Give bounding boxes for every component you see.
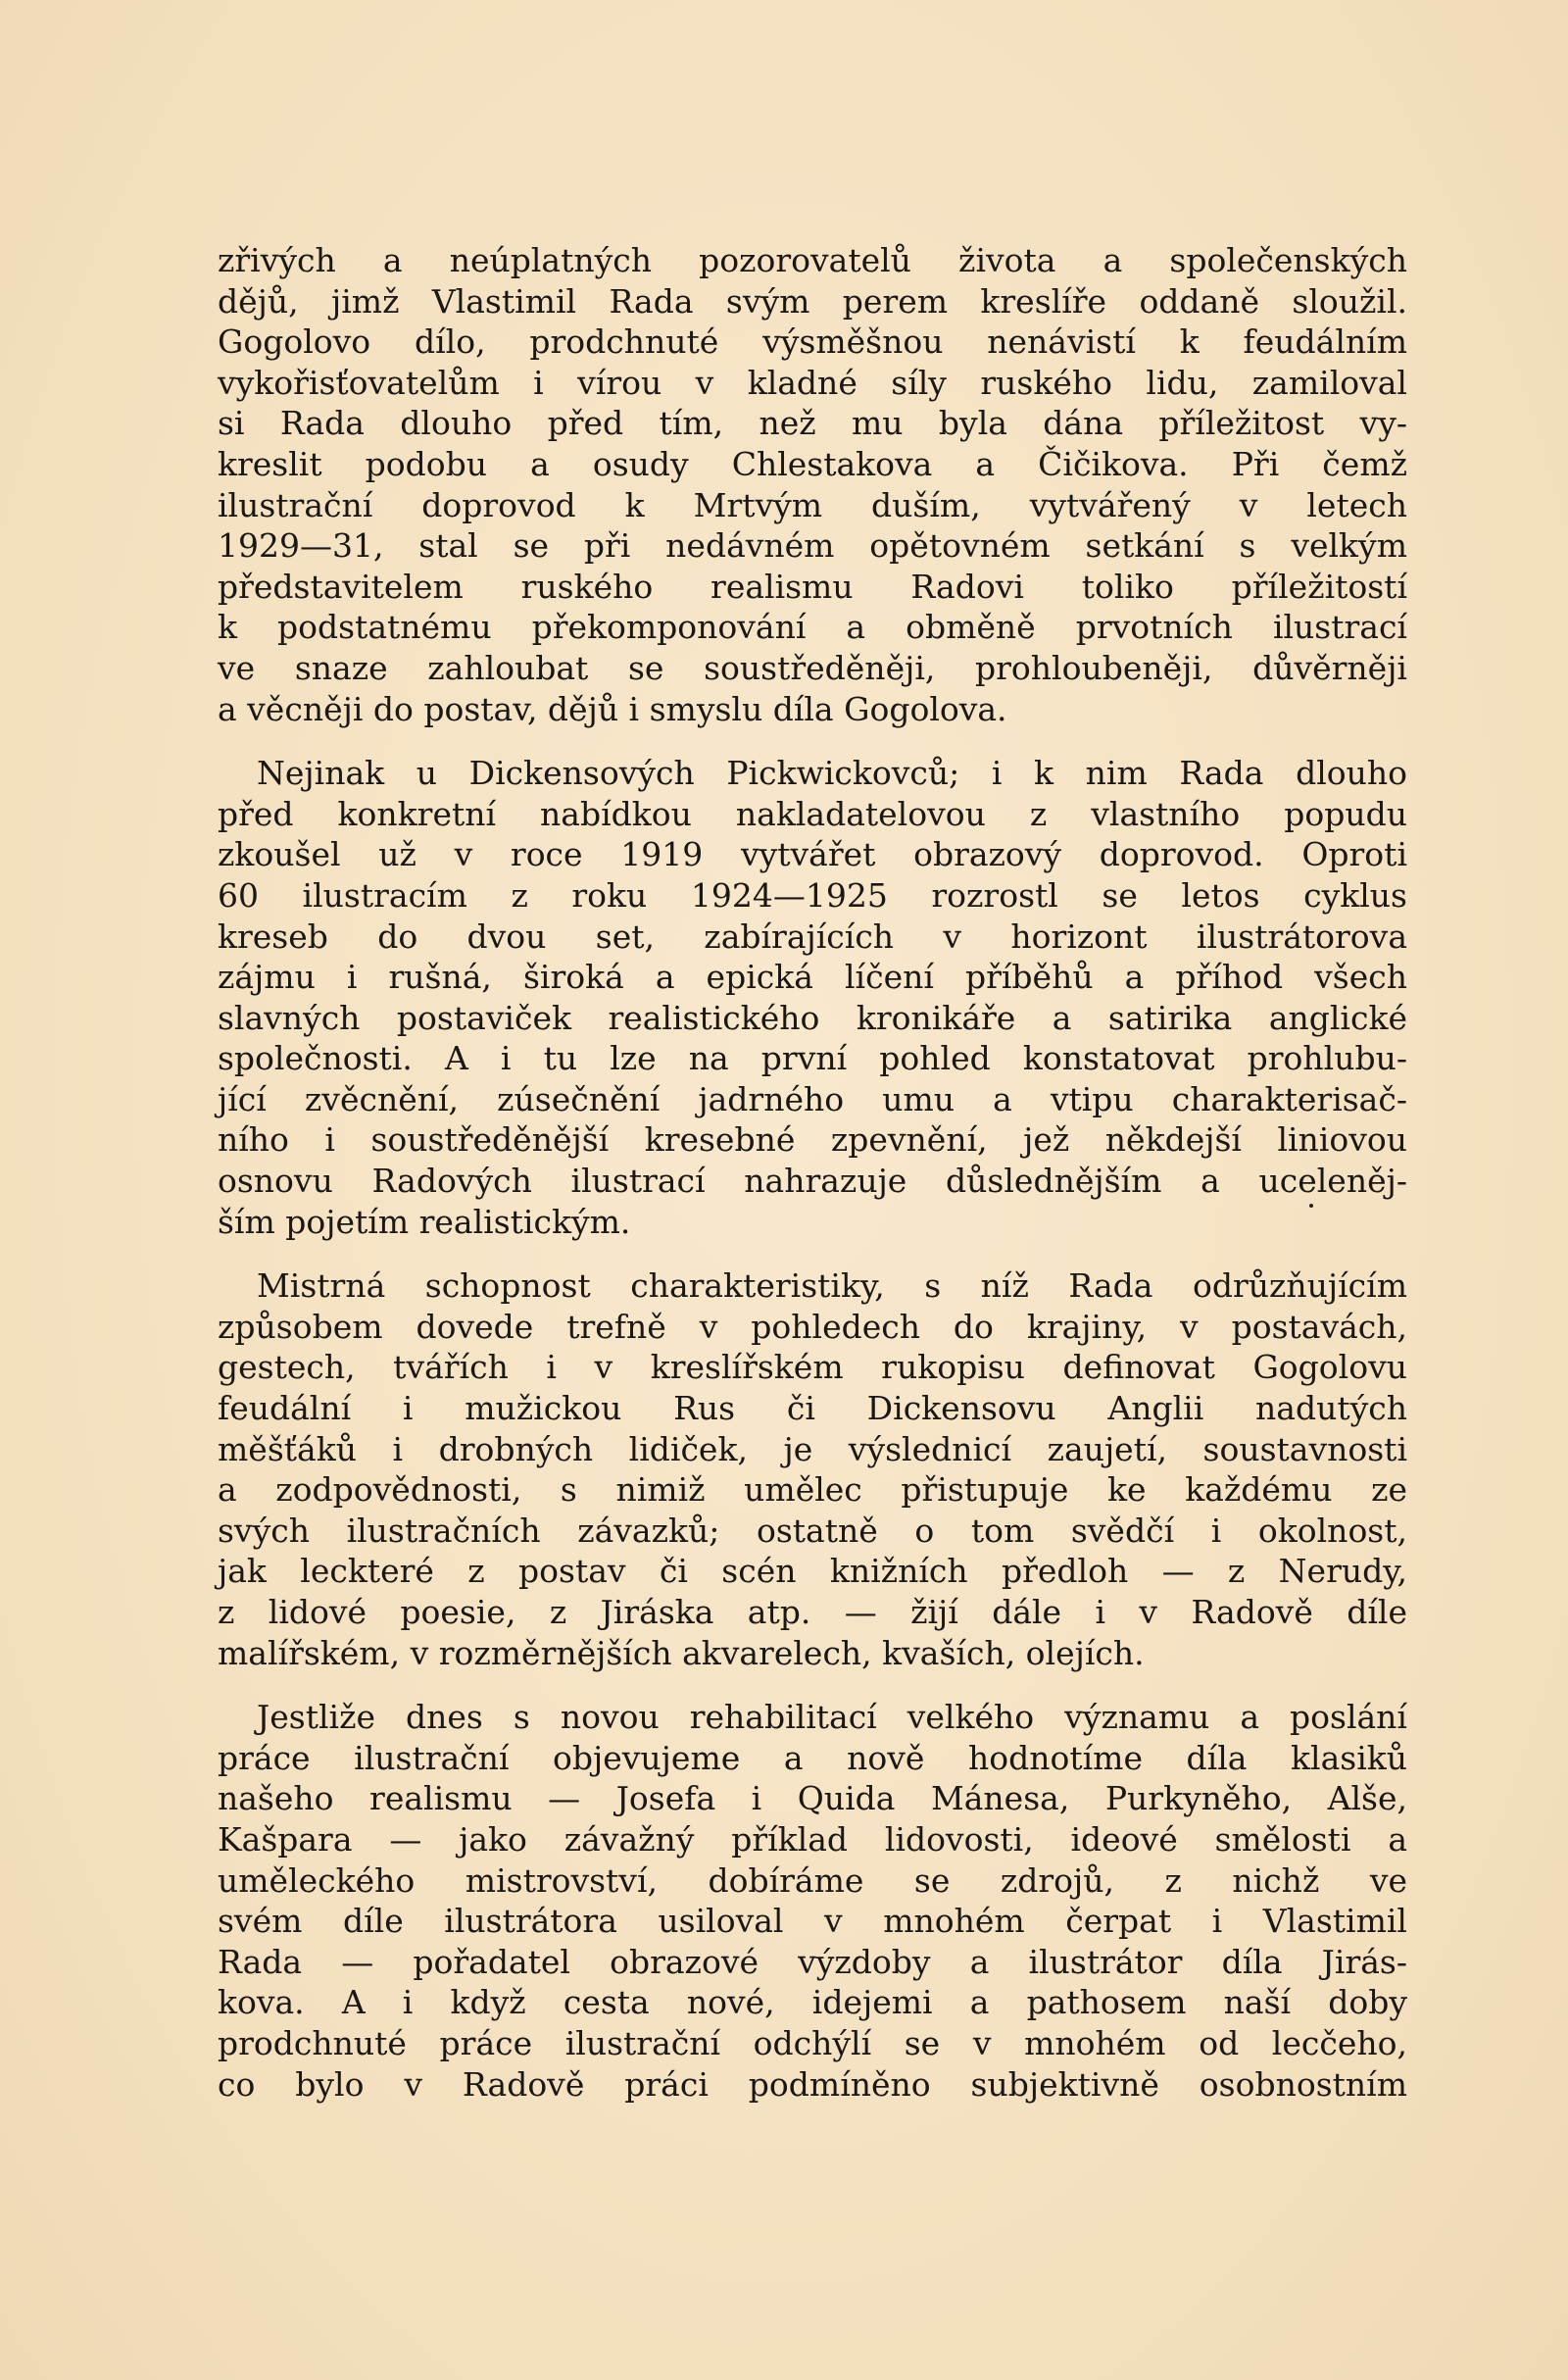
text-line: jící zvěcnění, zúsečnění jadrného umu a vtipu charakterisač-	[218, 1079, 1407, 1118]
text-line: k podstatnému překomponování a obměně prvotních ilustrací	[218, 608, 1407, 647]
text-line: Jestliže dnes s novou rehabilitací velkého významu a poslání	[257, 1698, 1407, 1737]
text-line: a zodpovědnosti, s nimiž umělec přistupuje ke každému ze	[218, 1470, 1407, 1510]
text-line: jak leckteré z postav či scén knižních předloh — z Nerudy,	[218, 1552, 1407, 1591]
text-line: kreseb do dvou set, zabírajících v horizont ilustrátorova	[218, 917, 1407, 956]
text-line: dějů, jimž Vlastimil Rada svým perem kreslíře oddaně sloužil.	[218, 281, 1407, 321]
text-line: měšťáků i drobných lidiček, je výslednicí zaujetí, soustavnosti	[218, 1429, 1407, 1468]
text-line: co bylo v Radově práci podmíněno subjektivně osobnostním	[218, 2064, 1407, 2104]
text-line: vykořisťovatelům i vírou v kladné síly ruského lidu, zamiloval	[218, 363, 1407, 402]
text-line: a věcněji do postav, dějů i smyslu díla Gogolova.	[218, 689, 1007, 728]
text-line: představitelem ruského realismu Radovi toliko příležitostí	[218, 567, 1407, 606]
text-line: našeho realismu — Josefa i Quida Mánesa, Purkyněho, Alše,	[218, 1779, 1407, 1818]
text-line: feudální i mužickou Rus či Dickensovu Anglii nadutých	[218, 1389, 1407, 1428]
text-line: 60 ilustracím z roku 1924—1925 rozrostl se letos cyklus	[218, 875, 1407, 915]
text-line: gestech, tvářích i v kreslířském rukopisu definovat Gogolovu	[218, 1348, 1407, 1387]
text-line: malířském, v rozměrnějších akvarelech, kvaších, olejích.	[218, 1633, 1145, 1672]
text-line: ního i soustředěnější kresebné zpevnění, jež někdejší liniovou	[218, 1120, 1407, 1160]
text-line: z lidové poesie, z Jiráska atp. — žijí dále i v Radově díle	[218, 1593, 1407, 1631]
text-line: společnosti. A i tu lze na první pohled konstatovat prohlubu-	[218, 1039, 1407, 1078]
text-line: zájmu i rušná, široká a epická líčení příběhů a příhod všech	[218, 958, 1407, 997]
text-line: Mistrná schopnost charakteristiky, s níž Rada odrůzňujícím	[257, 1266, 1407, 1306]
text-line: Rada — pořadatel obrazové výzdoby a ilustrátor díla Jirás-	[218, 1942, 1407, 1981]
text-line: uměleckého mistrovství, dobíráme se zdrojů, z nichž ve	[218, 1860, 1407, 1900]
paragraph-2	[218, 753, 1407, 1242]
text-line: Nejinak u Dickensových Pickwickovců; i k nim Rada dlouho	[257, 754, 1407, 793]
text-line: zkoušel už v roce 1919 vytvářet obrazový doprovod. Oproti	[218, 835, 1407, 874]
text-line: svých ilustračních závazků; ostatně o tom svědčí i okolnost,	[218, 1511, 1407, 1550]
text-line: kova. A i když cesta nové, idejemi a pathosem naší doby	[218, 1983, 1407, 2022]
text-line: před konkretní nabídkou nakladatelovou z vlastního popudu	[218, 794, 1407, 833]
text-line: kreslit podobu a osudy Chlestakova a Čičikova. Při čemž	[218, 444, 1407, 483]
text-line: Kašpara — jako závažný příklad lidovosti, ideové smělosti a	[218, 1819, 1407, 1859]
paragraph-4	[218, 1697, 1407, 2105]
text-line: zřivých a neúplatných pozorovatelů života a společenských	[218, 241, 1407, 279]
paragraph-3	[218, 1265, 1407, 1673]
text-line: 1929—31, stal se při nedávném opětovném setkání s velkým	[218, 526, 1407, 566]
text-line: osnovu Radových ilustrací nahrazuje důslednějším a uceleněj-	[218, 1162, 1407, 1201]
text-line: slavných postaviček realistického kronikáře a satirika anglické	[218, 998, 1407, 1037]
text-line: prodchnuté práce ilustrační odchýlí se v mnohém od lecčeho,	[218, 2023, 1407, 2062]
paragraph-1	[218, 240, 1407, 729]
text-line: ším pojetím realistickým.	[218, 1202, 631, 1241]
body-text	[218, 240, 1407, 2105]
text-line: si Rada dlouho před tím, než mu byla dána příležitost vy-	[218, 404, 1407, 443]
text-line: svém díle ilustrátora usiloval v mnohém čerpat i Vlastimil	[218, 1902, 1407, 1941]
text-line: práce ilustrační objevujeme a nově hodnotíme díla klasiků	[218, 1738, 1407, 1777]
text-line: Gogolovo dílo, prodchnuté výsměšnou nenávistí k feudálním	[218, 322, 1407, 362]
text-line: ve snaze zahloubat se soustředěněji, prohloubeněji, důvěrněji	[218, 648, 1407, 687]
text-line: ilustrační doprovod k Mrtvým duším, vytvářený v letech	[218, 485, 1407, 524]
paper-speck	[1309, 1204, 1313, 1208]
text-line: způsobem dovede trefně v pohledech do krajiny, v postavách,	[218, 1307, 1407, 1346]
